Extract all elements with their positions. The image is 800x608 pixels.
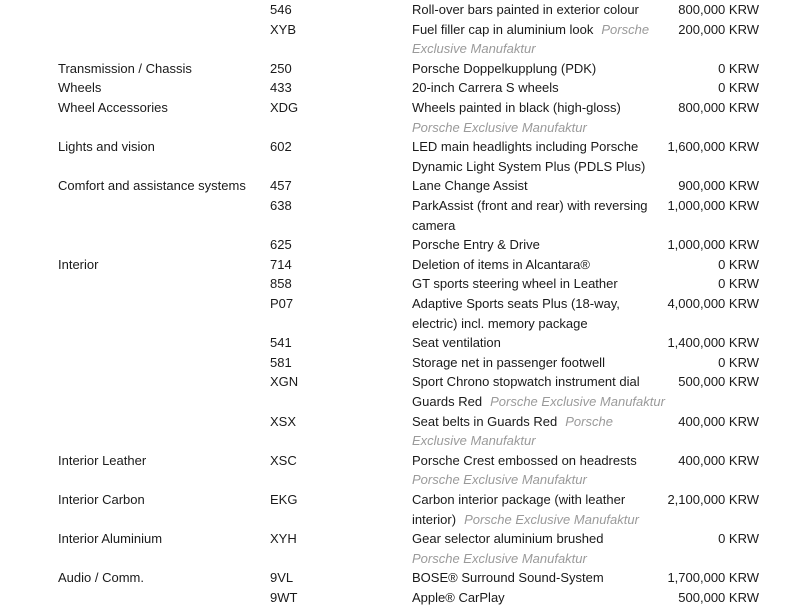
option-description [412,196,657,216]
option-description [412,0,657,20]
option-row-line [0,78,800,98]
option-description [412,372,657,392]
option-price: 200,000 KRW [678,21,759,37]
option-code: XSX [270,413,297,429]
option-price: 2,100,000 KRW [667,492,759,507]
option-row-line [0,372,800,392]
option-category: Comfort and assistance systems [58,178,246,194]
option-description-text: Seat ventilation [412,335,501,351]
option-row-line [0,196,800,216]
option-price: 500,000 KRW [678,590,759,605]
option-price: 400,000 KRW [678,452,759,468]
option-code: 9VL [270,570,294,586]
option-code: 433 [270,80,292,96]
option-price: 400,000 KRW [678,413,759,429]
option-description [412,353,657,373]
option-price: 1,000,000 KRW [667,237,759,253]
option-category: Wheels [58,80,102,96]
option-category: Interior Leather [58,452,147,468]
option-description-text: 20-inch Carrera S wheels [412,80,559,96]
option-description-text: Sport Chrono stopwatch instrument dial [412,374,640,390]
option-category: Wheel Accessories [58,100,168,115]
option-category: Interior Carbon [58,492,145,507]
option-code: 546 [270,2,292,17]
option-description-text: Fuel filler cap in aluminium look [412,21,594,37]
option-row-line [0,39,800,59]
option-row-line [0,314,800,334]
option-row-line [0,0,800,20]
option-description [412,412,657,432]
option-description-text: GT sports steering wheel in Leather [412,276,618,292]
option-row-line [0,137,800,157]
option-price: 0 KRW [718,354,759,370]
option-code: 581 [270,354,292,370]
option-description-text: Storage net in passenger footwell [412,354,605,370]
option-category: Transmission / Chassis [58,60,192,76]
option-row-line [0,470,800,490]
option-description [412,490,657,510]
option-row-line [0,529,800,549]
option-manufaktur-note: Porsche Exclusive Manufaktur [490,394,665,409]
option-code: 714 [270,256,292,272]
option-description [412,470,657,490]
option-row-line [0,412,800,432]
option-description [412,451,657,471]
option-price: 0 KRW [718,531,759,547]
option-description [412,274,657,294]
option-description-text: Porsche Doppelkupplung (PDK) [412,60,597,76]
option-description-text: interior) [412,511,457,527]
option-price: 800,000 KRW [678,2,759,17]
option-code: 9WT [270,590,298,605]
option-description-text: Seat belts in Guards Red [412,413,558,429]
option-description [412,549,657,569]
option-description-text: Dynamic Light System Plus (PDLS Plus) [412,158,646,174]
option-category: Interior Aluminium [58,531,163,547]
option-code: XYH [270,531,297,547]
option-description [412,20,657,40]
option-price: 0 KRW [718,276,759,292]
option-code: 625 [270,237,292,253]
option-category: Interior [58,256,99,272]
option-description [412,118,657,138]
option-code: 457 [270,178,292,194]
option-description [412,392,665,412]
option-description-text: camera [412,217,456,233]
option-price: 1,700,000 KRW [667,570,759,586]
option-description-text: ParkAssist (front and rear) with reversing [412,198,648,213]
option-code: EKG [270,492,298,507]
option-row-line [0,98,800,118]
option-price: 4,000,000 KRW [667,296,759,311]
option-code: XDG [270,100,299,115]
option-manufaktur-note: Exclusive Manufaktur [412,41,536,57]
option-price: 0 KRW [718,60,759,76]
option-description [412,39,657,59]
option-description-text: Gear selector aluminium brushed [412,531,604,547]
option-description [412,314,657,334]
option-manufaktur-note: Exclusive Manufaktur [412,433,536,449]
option-description-text: Lane Change Assist [412,178,528,194]
option-price: 0 KRW [718,80,759,96]
option-code: 638 [270,198,292,213]
option-row-line [0,549,800,569]
option-description-text: BOSE® Surround Sound-System [412,570,604,586]
option-row-line [0,294,800,314]
option-row-line [0,274,800,294]
option-row-line [0,568,800,588]
option-description [412,98,657,118]
option-description [412,176,657,196]
option-manufaktur-note: Porsche Exclusive Manufaktur [412,119,587,135]
option-price: 0 KRW [718,256,759,272]
option-code: XYB [270,21,297,37]
option-description-text: Wheels painted in black (high-gloss) [412,100,621,115]
option-price: 1,600,000 KRW [667,139,759,155]
option-description [412,78,657,98]
option-description [412,216,657,236]
option-code: P07 [270,296,294,311]
option-row-line [0,255,800,275]
option-description-text: Apple® CarPlay [412,590,505,605]
option-row-line [0,176,800,196]
option-row-line [0,157,800,177]
option-row-line [0,353,800,373]
option-description [412,157,657,177]
option-price: 500,000 KRW [678,374,759,390]
option-description [412,529,657,549]
option-row-line [0,451,800,471]
option-price: 800,000 KRW [678,100,759,115]
option-description-text: Roll-over bars painted in exterior colour [412,2,639,17]
option-row-line [0,59,800,79]
option-description [412,588,657,608]
option-price: 1,000,000 KRW [667,198,759,213]
option-row-line [0,216,800,236]
option-category: Lights and vision [58,139,155,155]
option-description [412,235,657,255]
option-code: 858 [270,276,292,292]
option-description-text: Deletion of items in Alcantara® [412,256,590,272]
option-description [412,137,657,157]
option-description-text: electric) incl. memory package [412,315,588,331]
option-description [412,255,657,275]
option-code: XGN [270,374,299,390]
option-description [412,294,657,314]
option-category: Audio / Comm. [58,570,144,586]
option-description-text: Carbon interior package (with leather [412,492,626,507]
option-row-line [0,392,800,412]
option-description-text: LED main headlights including Porsche [412,139,639,155]
option-description [412,59,657,79]
option-row-line [0,510,800,530]
option-code: 250 [270,60,292,76]
option-price: 1,400,000 KRW [667,335,759,351]
option-code: 541 [270,335,292,351]
option-row-line [0,333,800,353]
option-manufaktur-note: Porsche Exclusive Manufaktur [464,511,639,527]
option-description-text: Adaptive Sports seats Plus (18-way, [412,296,620,311]
option-row-line [0,118,800,138]
option-description-text: Porsche Crest embossed on headrests [412,452,637,468]
option-manufaktur-note: Porsche Exclusive Manufaktur [412,550,587,566]
option-row-line [0,490,800,510]
option-manufaktur-note: Porsche [601,21,650,37]
option-description [412,510,657,530]
option-row-line [0,235,800,255]
option-row-line [0,20,800,40]
option-description [412,431,657,451]
option-manufaktur-note: Porsche [565,413,613,429]
option-description [412,568,657,588]
option-manufaktur-note: Porsche Exclusive Manufaktur [412,472,587,488]
option-code: 602 [270,139,292,155]
option-row-line [0,431,800,451]
option-description-text: Guards Red [412,394,483,409]
option-description-text: Porsche Entry & Drive [412,237,540,253]
option-description [412,333,657,353]
option-row-line [0,588,800,608]
option-price: 900,000 KRW [678,178,759,194]
option-code: XSC [270,452,297,468]
